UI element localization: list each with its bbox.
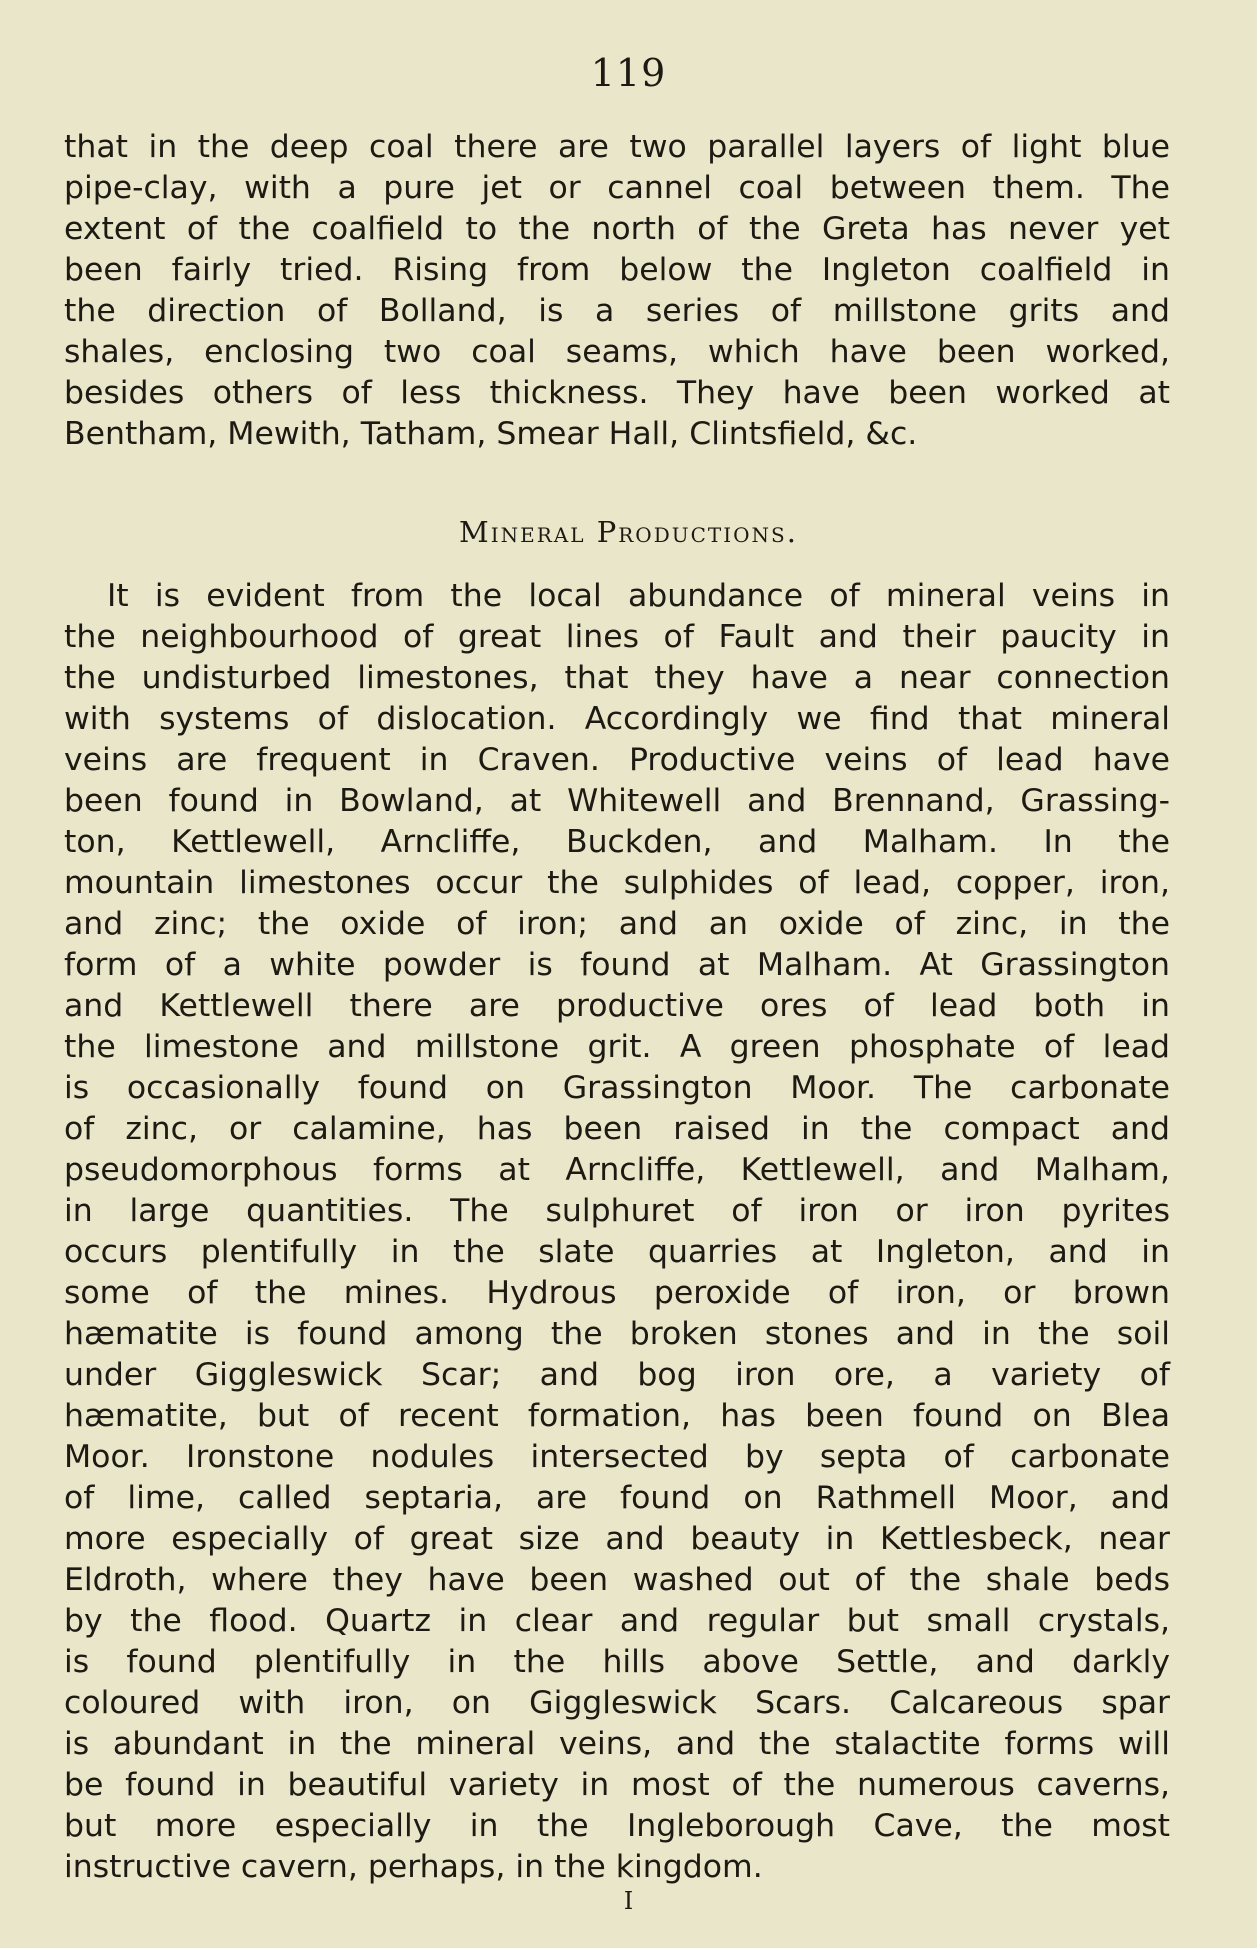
section-heading: Mineral Productions. (459, 515, 798, 549)
text-line: veins are frequent in Craven. Productive veins of lead have (64, 742, 1170, 778)
text-line: Moor. Ironstone nodules intersected by septa of carbonate (64, 1439, 1170, 1475)
text-line: hæmatite is found among the broken stones and in the soil (64, 1316, 1170, 1352)
page-number: 119 (590, 51, 667, 95)
text-line: is occasionally found on Grassington Moor. The carbonate (64, 1070, 1170, 1106)
text-line: hæmatite, but of recent formation, has been found on Blea (64, 1398, 1170, 1434)
text-line: be found in beautiful variety in most of the numerous caverns, (64, 1767, 1170, 1803)
text-line: some of the mines. Hydrous peroxide of iron, or brown (64, 1275, 1170, 1311)
text-line: of zinc, or calamine, has been raised in the compact and (64, 1111, 1170, 1147)
text-line: been found in Bowland, at Whitewell and Brennand, Grassing- (64, 783, 1170, 819)
text-line: occurs plentifully in the slate quarries at Ingleton, and in (64, 1234, 1170, 1270)
text-line: ton, Kettlewell, Arncliffe, Buckden, and Malham. In the (64, 824, 1170, 860)
text-line: but more especially in the Ingleborough Cave, the most (64, 1808, 1170, 1844)
text-line: It is evident from the local abundance of mineral veins in (107, 578, 1170, 614)
text-line: is abundant in the mineral veins, and the stalactite forms will (64, 1726, 1170, 1762)
text-line: the limestone and millstone grit. A green phosphate of lead (64, 1029, 1170, 1065)
text-line: mountain limestones occur the sulphides of lead, copper, iron, (64, 865, 1170, 901)
text-line: with systems of dislocation. Accordingly we find that mineral (64, 701, 1170, 737)
text-line: the direction of Bolland, is a series of millstone grits and (64, 293, 1170, 329)
text-line: instructive cavern, perhaps, in the kingdom. (64, 1849, 763, 1885)
text-line: under Giggleswick Scar; and bog iron ore, a variety of (64, 1357, 1170, 1393)
signature-mark: I (623, 1887, 634, 1915)
text-line: of lime, called septaria, are found on Rathmell Moor, and (64, 1480, 1170, 1516)
text-line: shales, enclosing two coal seams, which have been worked, (64, 334, 1170, 370)
text-line: Eldroth, where they have been washed out of the shale beds (64, 1562, 1170, 1598)
text-line: in large quantities. The sulphuret of iron or iron pyrites (64, 1193, 1170, 1229)
text-line: by the flood. Quartz in clear and regular but small crystals, (64, 1603, 1170, 1639)
text-line: besides others of less thickness. They have been worked at (64, 375, 1170, 411)
text-line: been fairly tried. Rising from below the Ingleton coalfield in (64, 252, 1170, 288)
text-line: and Kettlewell there are productive ores of lead both in (64, 988, 1170, 1024)
text-line: is found plentifully in the hills above Settle, and darkly (64, 1644, 1170, 1680)
text-line: extent of the coalfield to the north of the Greta has never yet (64, 211, 1170, 247)
text-line: pipe-clay, with a pure jet or cannel coal between them. The (64, 170, 1170, 206)
text-line: the undisturbed limestones, that they have a near connection (64, 660, 1170, 696)
text-line: more especially of great size and beauty in Kettlesbeck, near (64, 1521, 1170, 1557)
text-line: coloured with iron, on Giggleswick Scars. Calcareous spar (64, 1685, 1170, 1721)
text-line: and zinc; the oxide of iron; and an oxide of zinc, in the (64, 906, 1170, 942)
text-line: form of a white powder is found at Malham. At Grassington (64, 947, 1170, 983)
text-line: Bentham, Mewith, Tatham, Smear Hall, Clintsfield, &c. (64, 416, 918, 452)
text-line: pseudomorphous forms at Arncliffe, Kettlewell, and Malham, (64, 1152, 1170, 1188)
text-line: that in the deep coal there are two parallel layers of light blue (64, 129, 1170, 165)
text-line: the neighbourhood of great lines of Fault and their paucity in (64, 619, 1170, 655)
